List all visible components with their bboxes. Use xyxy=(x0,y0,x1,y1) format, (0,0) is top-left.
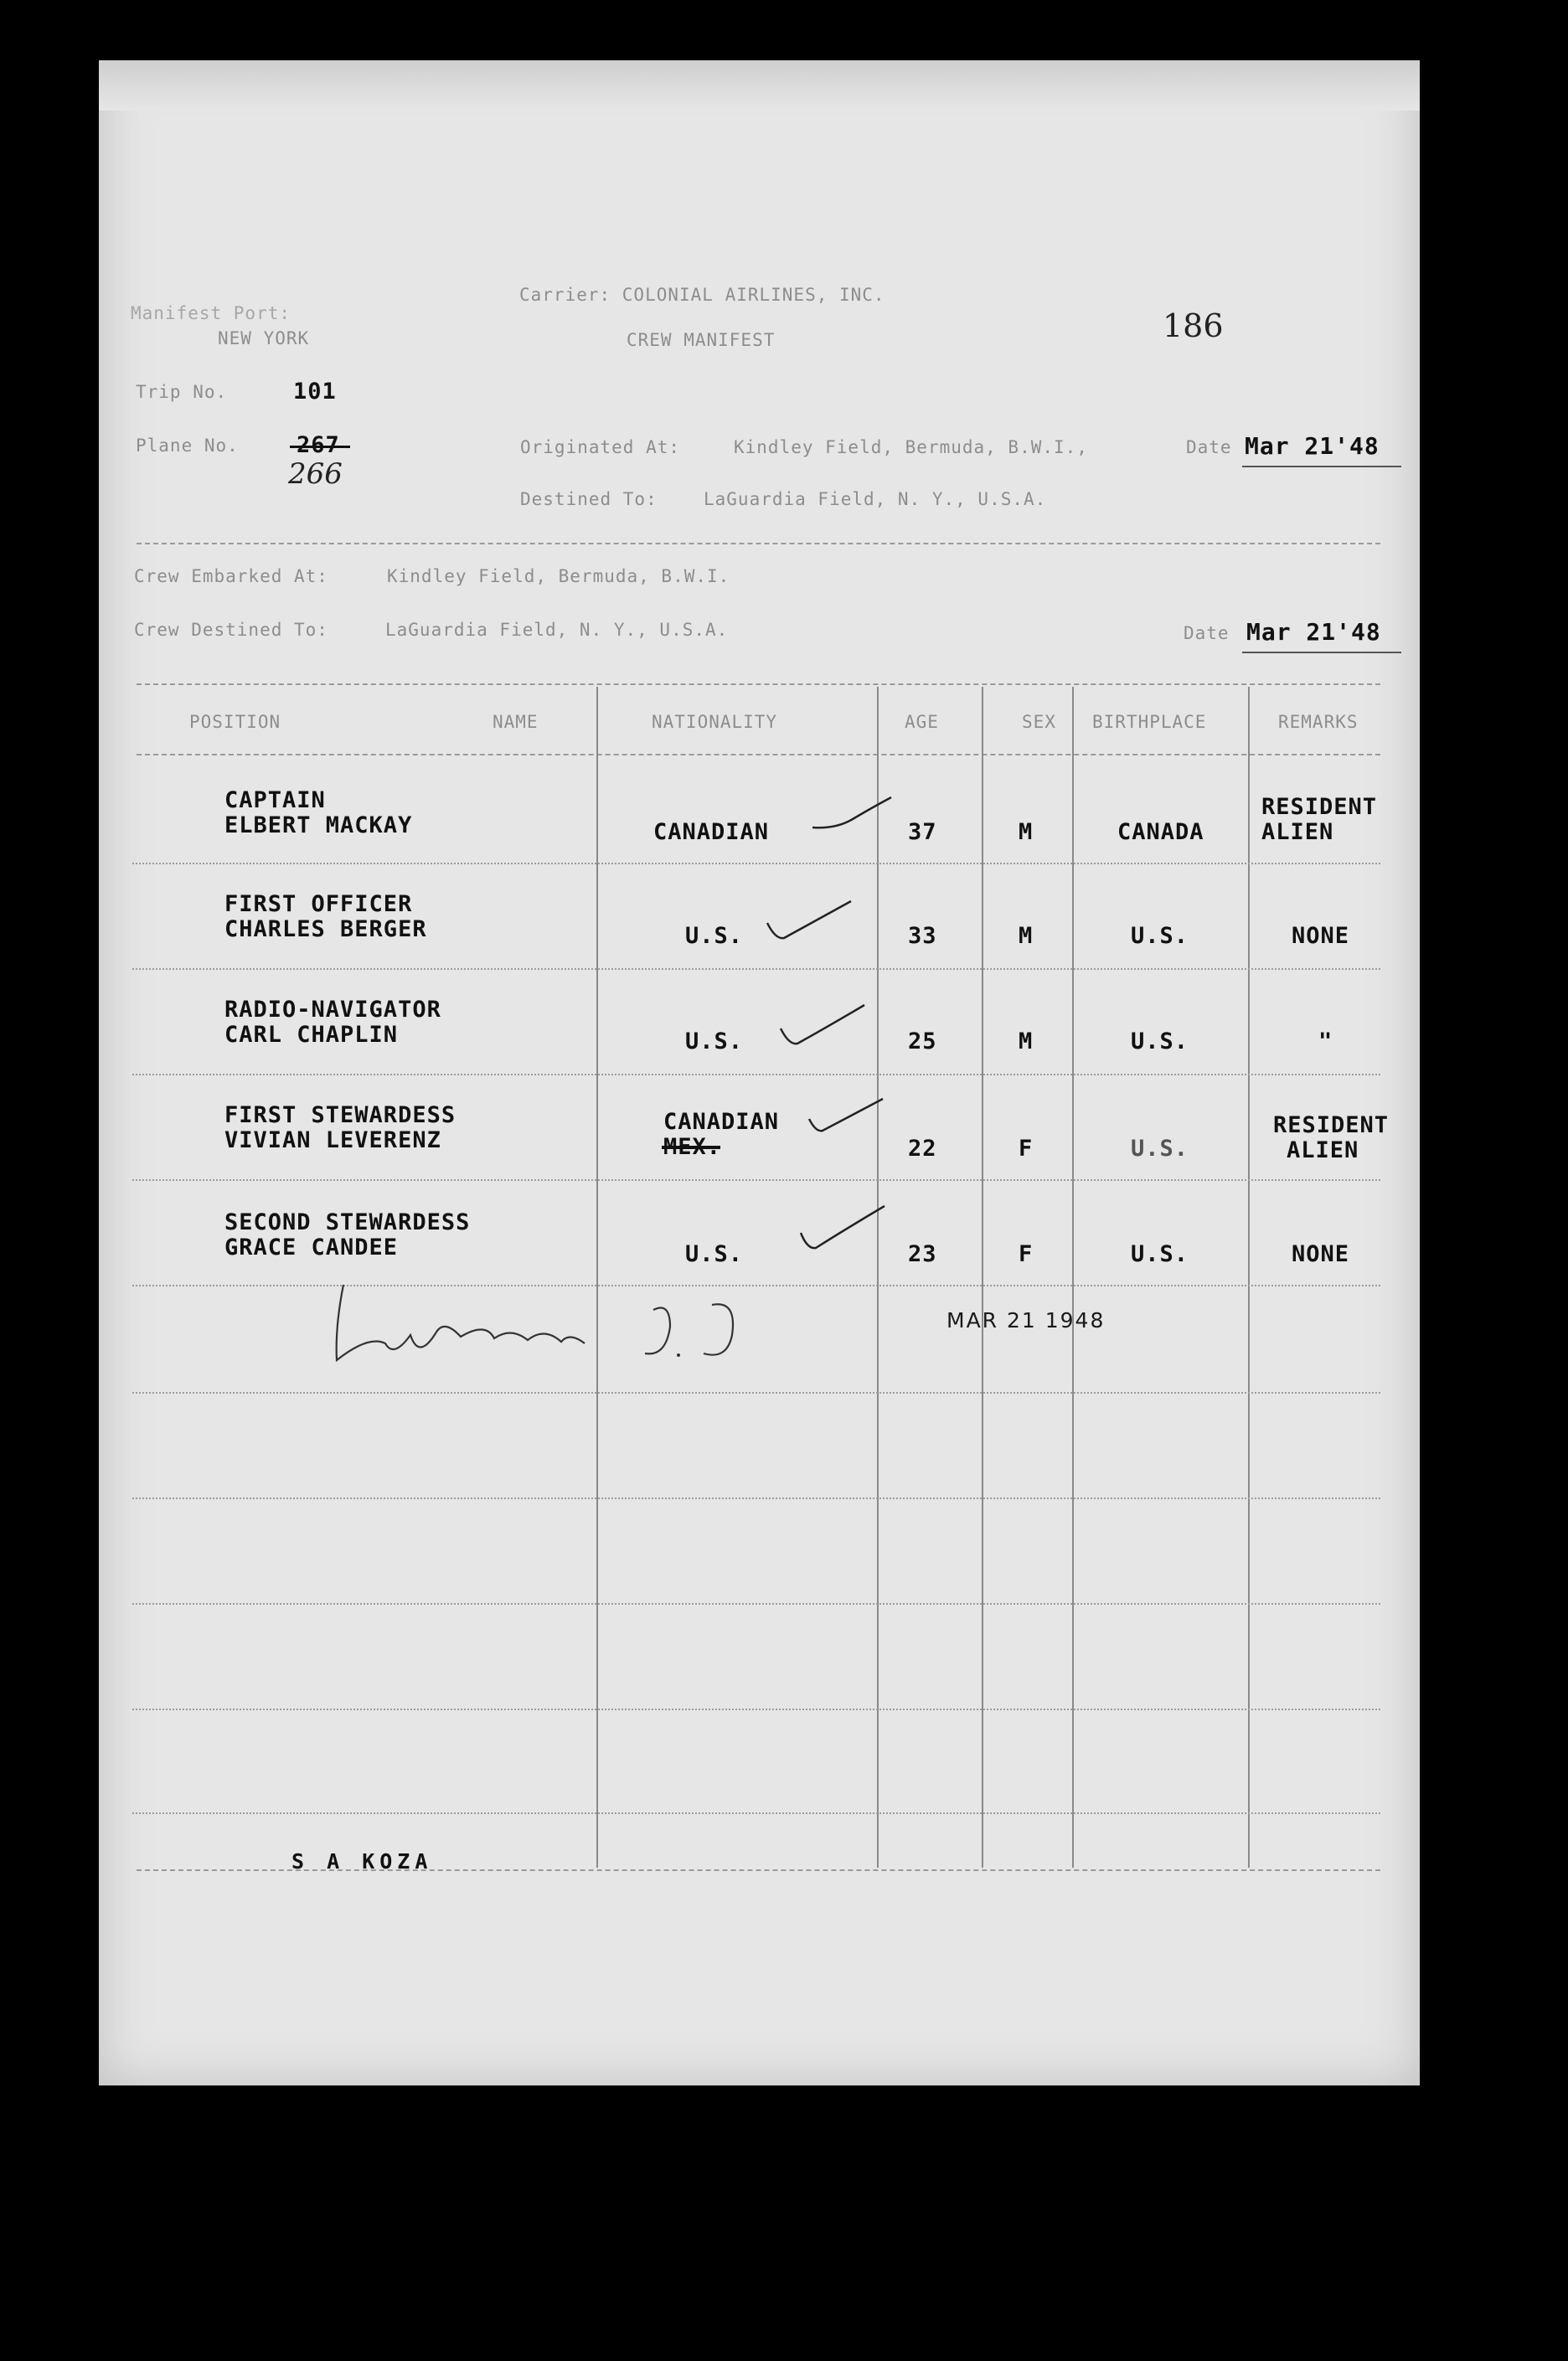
destined-label: Destined To: xyxy=(520,489,658,509)
crew-name: ELBERT MACKAY xyxy=(224,812,413,838)
row-divider xyxy=(132,863,1380,864)
crew-remarks-line2: ALIEN xyxy=(1261,819,1334,845)
crew-nationality-line2: MEX. xyxy=(663,1134,722,1160)
crew-name: GRACE CANDEE xyxy=(224,1235,399,1260)
check-mark-icon xyxy=(806,1095,890,1146)
crew-sex: F xyxy=(1019,1136,1034,1162)
col-header-sex: SEX xyxy=(1022,712,1056,732)
form-title: CREW MANIFEST xyxy=(627,330,776,350)
crew-remarks-line2: ALIEN xyxy=(1287,1137,1359,1163)
crew-remarks: NONE xyxy=(1292,923,1350,949)
crew-age: 22 xyxy=(908,1136,937,1162)
header-divider xyxy=(137,543,1380,544)
check-mark-icon xyxy=(777,1002,869,1052)
carrier-line: Carrier: COLONIAL AIRLINES, INC. xyxy=(519,285,885,305)
strike-through-mark xyxy=(290,446,350,448)
check-mark-icon xyxy=(811,794,895,844)
row-divider xyxy=(132,1498,1380,1499)
signed-by: S A KOZA xyxy=(291,1849,433,1874)
crew-birthplace: U.S. xyxy=(1131,1136,1189,1162)
crew-name: CHARLES BERGER xyxy=(224,916,427,942)
crew-age: 33 xyxy=(908,923,937,949)
date-underline xyxy=(1242,466,1401,467)
table-top-rule xyxy=(137,683,1380,685)
crew-sex: M xyxy=(1019,819,1034,845)
crew-nationality: U.S. xyxy=(685,923,744,949)
sheet-number: 186 xyxy=(1163,307,1224,344)
crew-nationality: CANADIAN xyxy=(663,1109,780,1135)
crew-birthplace: U.S. xyxy=(1131,1028,1189,1054)
date-label: Date xyxy=(1186,437,1232,457)
crew-remarks: RESIDENT xyxy=(1273,1112,1390,1138)
crew-embarked-value: Kindley Field, Bermuda, B.W.I. xyxy=(387,566,730,586)
handwritten-signature xyxy=(318,1276,754,1377)
crew-date-value: Mar 21'48 xyxy=(1246,618,1381,646)
crew-birthplace: CANADA xyxy=(1117,819,1204,845)
trip-label: Trip No. xyxy=(136,382,228,402)
col-header-name: NAME xyxy=(493,712,539,732)
crew-sex: M xyxy=(1019,923,1034,949)
manifest-port-value: NEW YORK xyxy=(218,328,310,348)
col-header-age: AGE xyxy=(905,712,939,732)
plane-label: Plane No. xyxy=(136,436,239,456)
manifest-sheet xyxy=(99,60,1420,2085)
received-date-stamp: MAR 21 1948 xyxy=(946,1308,1106,1333)
crew-remarks: NONE xyxy=(1292,1241,1350,1267)
crew-position: SECOND STEWARDESS xyxy=(224,1209,471,1235)
row-divider xyxy=(132,1074,1380,1075)
crew-nationality: U.S. xyxy=(685,1028,744,1054)
col-header-birthplace: BIRTHPLACE xyxy=(1092,712,1207,732)
crew-birthplace: U.S. xyxy=(1131,1241,1189,1267)
crew-name: CARL CHAPLIN xyxy=(224,1022,399,1048)
originated-value: Kindley Field, Bermuda, B.W.I., xyxy=(734,437,1088,457)
crew-position: FIRST OFFICER xyxy=(224,891,413,917)
row-divider xyxy=(132,1709,1380,1710)
crew-remarks: RESIDENT xyxy=(1261,794,1378,820)
check-mark-icon xyxy=(797,1203,890,1261)
crew-position: FIRST STEWARDESS xyxy=(224,1102,456,1128)
crew-sex: F xyxy=(1019,1241,1034,1267)
date-value: Mar 21'48 xyxy=(1245,432,1380,460)
plane-value-struck: 267 xyxy=(297,432,340,458)
row-divider xyxy=(132,968,1380,970)
crew-destined-label: Crew Destined To: xyxy=(134,620,328,640)
col-header-position: POSITION xyxy=(189,712,281,732)
col-header-remarks: REMARKS xyxy=(1278,712,1359,732)
col-header-nationality: NATIONALITY xyxy=(652,712,778,732)
row-divider xyxy=(132,1812,1380,1814)
crew-age: 25 xyxy=(908,1028,937,1054)
row-divider xyxy=(132,1392,1380,1394)
crew-position: RADIO-NAVIGATOR xyxy=(224,997,441,1023)
crew-age: 23 xyxy=(908,1241,937,1267)
crew-nationality: U.S. xyxy=(685,1241,744,1267)
originated-label: Originated At: xyxy=(520,437,681,457)
destined-value: LaGuardia Field, N. Y., U.S.A. xyxy=(704,489,1047,509)
crew-embarked-label: Crew Embarked At: xyxy=(134,566,328,586)
crew-date-underline xyxy=(1242,652,1401,653)
row-divider xyxy=(132,1603,1380,1605)
crew-destined-value: LaGuardia Field, N. Y., U.S.A. xyxy=(385,620,729,640)
crew-nationality: CANADIAN xyxy=(653,819,770,845)
manifest-port-label: Manifest Port: xyxy=(131,303,291,323)
crew-date-label: Date xyxy=(1184,623,1230,643)
row-divider xyxy=(132,1179,1380,1181)
trip-value: 101 xyxy=(293,379,337,405)
crew-position: CAPTAIN xyxy=(224,787,326,813)
header-row-rule xyxy=(137,754,1380,755)
crew-name: VIVIAN LEVERENZ xyxy=(224,1127,441,1153)
crew-age: 37 xyxy=(908,819,937,845)
strike-through-mark xyxy=(662,1146,720,1149)
check-mark-icon xyxy=(764,896,856,946)
crew-sex: M xyxy=(1019,1028,1034,1054)
plane-value-handwritten: 266 xyxy=(288,457,343,491)
crew-remarks: " xyxy=(1318,1028,1333,1054)
crew-birthplace: U.S. xyxy=(1131,923,1189,949)
